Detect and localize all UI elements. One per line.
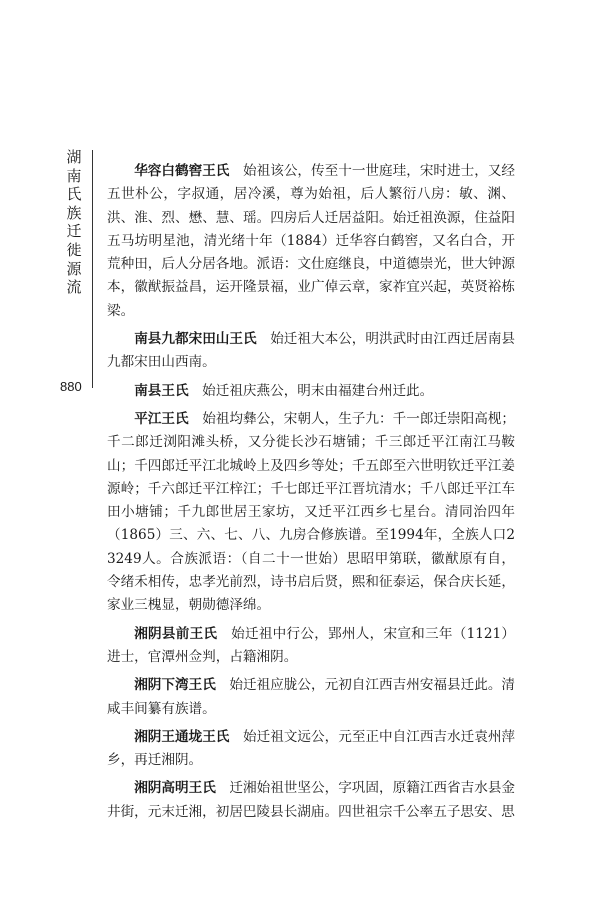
margin-divider	[92, 150, 93, 388]
clan-name: 华容白鹤窖王氏	[134, 163, 230, 179]
clan-name: 湘阴王通垅王氏	[134, 728, 230, 745]
clan-description: 始迁祖中行公，郢州人，宋宣和三年（1121）进士，官潭州佥判，占籍湘阴。	[107, 625, 516, 665]
clan-entry	[107, 328, 515, 375]
clan-entry	[107, 160, 515, 323]
clan-entry	[107, 777, 515, 824]
clan-description: 始祖该公，传至十一世庭珪，宋时进士，又经五世朴公，字叔通，居冷溪，尊为始祖，后人繁衍八房：敏、渊、洪、淮、烈、懋、慧、瑶。四房后人迁居益阳。始迁祖涣源，住益阳五马坊明星池，清光绪十年（1884）迁华容白鹤窖，又名白合，开荒种田，后人分居各地。派语：文仕庭继良，中道德崇光，世大钟源本，徽猷振益昌，运开隆景福，业广倬云章，家祚宜兴起，英贤裕栋梁。	[107, 163, 516, 319]
clan-name: 南县王氏	[134, 382, 189, 399]
clan-entry	[107, 726, 515, 773]
clan-description: 始迁祖大本公，明洪武时由江西迁居南县九都宋田山西南。	[107, 331, 516, 371]
clan-entry	[107, 674, 515, 721]
clan-description: 始迁祖应胧公，元初自江西吉州安福县迁此。清咸丰间纂有族谱。	[107, 677, 516, 717]
clan-description: 始祖均彝公，宋朝人，生子九：千一郎迁崇阳高枧；千二郎迁浏阳滩头桥，又分徙长沙石塘铺；千三郎迁平江南江马鞍山；千四郎迁平江北城岭上及四乡等处；千五郎至六世明钦迁平江姜源岭；千六郎迁平江梓江；千七郎迁平江晋坑清水；千八郎迁平江车田小塘铺；千九郎世居王家坊，又迁平江西乡七星台。清同治四年（1865）三、六、七、八、九房合修族谱。至1994年，全族人口23249人。合族派语：（自二十一世始）思昭甲第联，徽猷原有自，令绪禾相传，忠孝光前烈，诗书启后贤，熙和征泰运，保合庆长延，家业三槐显，朝勋德泽绵。	[107, 410, 516, 614]
clan-name: 平江王氏	[134, 410, 189, 427]
clan-description: 始迁祖庆燕公，明末由福建台州迁此。	[202, 382, 434, 399]
clan-name: 南县九都宋田山王氏	[134, 331, 257, 348]
clan-entry	[107, 623, 515, 670]
running-head-title: 湖南氏族迁徙源流	[66, 148, 82, 297]
clan-description: 始迁祖文远公，元至正中自江西吉水迁袁州萍乡，再迁湘阴。	[107, 728, 516, 769]
body-text	[107, 160, 515, 829]
clan-name: 湘阴高明王氏	[134, 780, 216, 797]
page-number: 880	[60, 379, 82, 394]
clan-entry	[107, 380, 515, 403]
clan-name: 湘阴县前王氏	[134, 625, 218, 642]
clan-name: 湘阴下湾王氏	[134, 677, 216, 694]
clan-description: 迁湘始祖世坚公，字巩固，原籍江西省吉水县金井街，元末迁湘，初居巴陵县长湖庙。四世祖宗千公率五子思安、思	[107, 780, 516, 820]
clan-entry	[107, 408, 515, 618]
